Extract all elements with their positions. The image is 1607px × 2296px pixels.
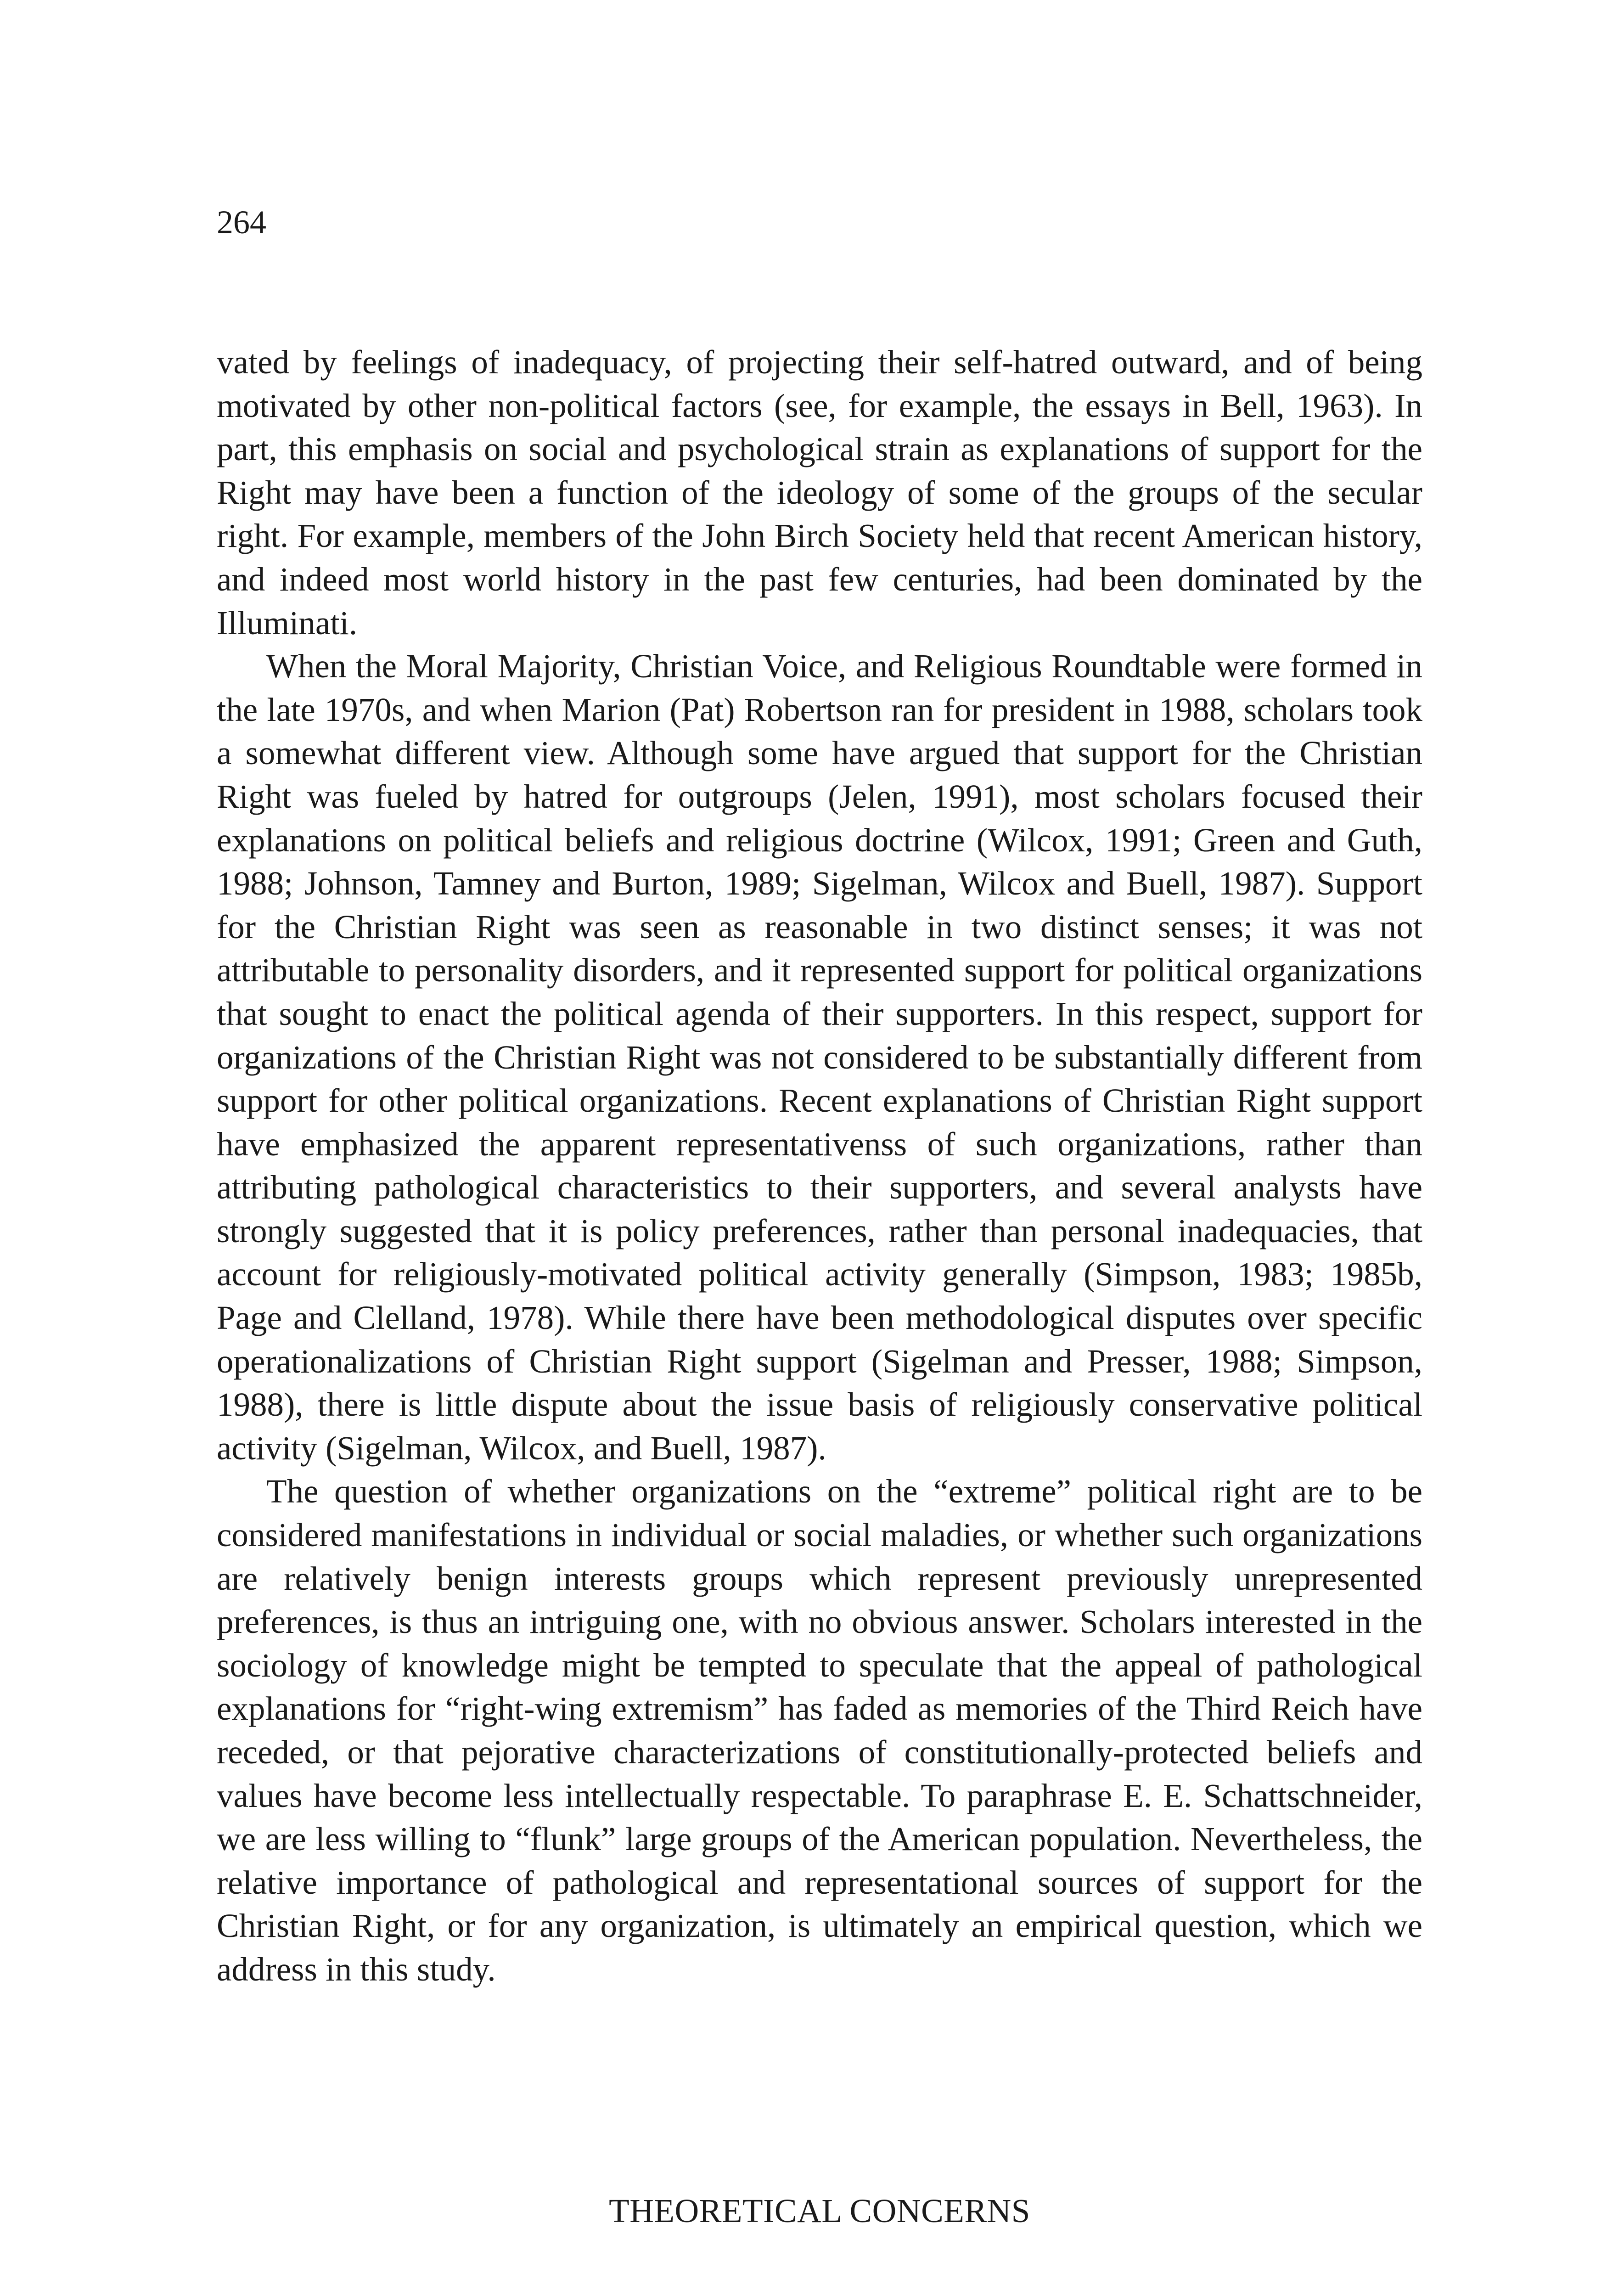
paragraph-1: vated by feelings of inadequacy, of projecting their self-hatred outward, and of being motivated by other non-political factors (see, for example, the essays in Bell, 1963). In part, this emphasis on social and psychological strain as explanations of support for the Right may have been a function of the ideology of some of the groups of the secular right. For example, members of the John Birch Society held that recent American history, and indeed most world history in the past few centuries, had been dominated by the Illuminati.: [217, 343, 1422, 642]
body-text: [217, 341, 1422, 1992]
section-heading: THEORETICAL CONCERNS: [609, 2192, 1030, 2229]
paragraph-3: The question of whether organizations on the “extreme” political right are to be considered manifestations in individual or social maladies, or whether such organizations are relatively benign interests groups which represent previously unrepresented preferences, is thus an intriguing one, with no obvious answer. Scholars interested in the sociology of knowledge might be tempted to speculate that the appeal of pathological explanations for “right-wing extremism” has faded as memories of the Third Reich have receded, or that pejorative characterizations of constitutionally-protected beliefs and values have become less intellectually respectable. To paraphrase E. E. Schattschneider, we are less willing to “flunk” large groups of the American population. Nevertheless, the relative importance of pathological and representational sources of support for the Christian Right, or for any organization, is ultimately an empirical question, which we address in this study.: [217, 1473, 1422, 1988]
page-number: 264: [217, 204, 266, 241]
paragraph-2: When the Moral Majority, Christian Voice, and Religious Roundtable were formed in the late 1970s, and when Marion (Pat) Robertson ran for president in 1988, scholars took a somewhat different view. Although some have argued that support for the Christian Right was fueled by hatred for outgroups (Jelen, 1991), most scholars focused their explanations on political beliefs and religious doctrine (Wilcox, 1991; Green and Guth, 1988; Johnson, Tamney and Burton, 1989; Sigelman, Wilcox and Buell, 1987). Support for the Christian Right was seen as reasonable in two distinct senses; it was not attributable to personality disorders, and it represented support for political organizations that sought to enact the political agenda of their supporters. In this respect, support for organizations of the Christian Right was not considered to be substantially different from support for other political organizations. Recent explanations of Christian Right support have emphasized the apparent representativenss of such organizations, rather than attributing pathological characteristics to their supporters, and several analysts have strongly suggested that it is policy preferences, rather than personal inadequacies, that account for religiously-motivated political activity generally (Simpson, 1983; 1985b, Page and Clelland, 1978). While there have been methodological disputes over specific operationalizations of Christian Right support (Sigelman and Presser, 1988; Simpson, 1988), there is little dispute about the issue basis of religiously conservative political activity (Sigelman, Wilcox, and Buell, 1987).: [217, 647, 1422, 1467]
